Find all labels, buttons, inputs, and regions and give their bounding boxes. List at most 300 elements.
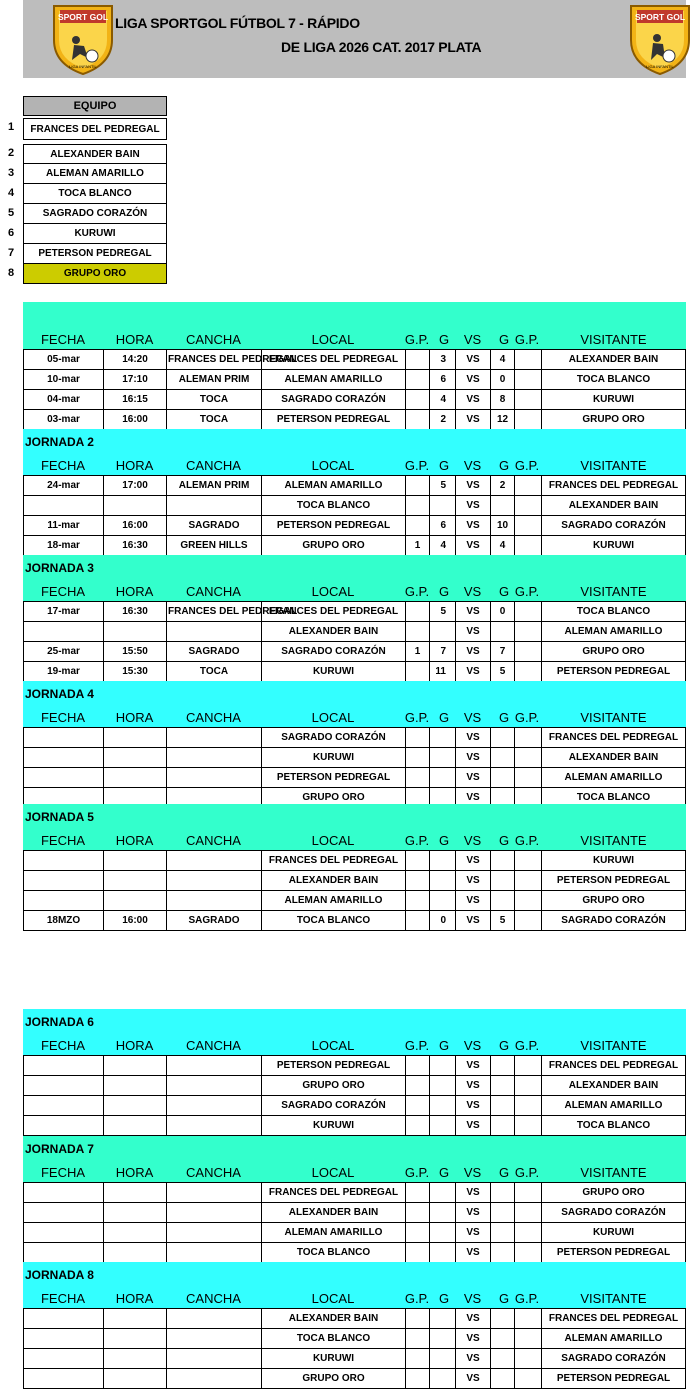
column-header-fecha: FECHA [40,1038,86,1053]
match-local: PETERSON PEDREGAL [261,516,405,535]
column-header-cancha: CANCHA [186,584,241,599]
team-row: TOCA BLANCO [23,184,167,204]
season-category: DE LIGA 2026 CAT. 2017 PLATA [281,39,482,55]
team-row: PETERSON PEDREGAL [23,244,167,264]
column-header-vs: VS [463,458,482,473]
match-vs: VS [455,642,490,661]
match-row [23,728,686,748]
match-gp2 [514,642,541,661]
match-gp2 [514,1096,541,1115]
match-cancha [166,768,261,787]
column-header-hora: HORA [115,1038,154,1053]
column-header-vs: VS [463,1038,482,1053]
match-hora: 15:50 [103,642,166,661]
match-vs: VS [455,788,490,807]
match-g2: 5 [490,662,514,681]
column-header-visitante: VISITANTE [580,584,647,599]
match-local: ALEMAN AMARILLO [261,891,405,910]
match-g2 [490,1096,514,1115]
match-visitante: GRUPO ORO [541,410,686,429]
match-cancha: SAGRADO [166,642,261,661]
column-header-fecha: FECHA [40,584,86,599]
match-row [23,1183,686,1203]
match-fecha [23,891,103,910]
match-visitante: ALEMAN AMARILLO [541,1096,686,1115]
match-vs: VS [455,1183,490,1202]
match-fecha [23,1243,103,1262]
match-g2: 0 [490,370,514,389]
match-gp1 [405,1116,429,1135]
match-visitante: ALEXANDER BAIN [541,1076,686,1095]
match-local: ALEXANDER BAIN [261,1203,405,1222]
column-header-hora: HORA [115,710,154,725]
match-hora [103,728,166,747]
jornada-header [23,1009,686,1055]
match-gp2 [514,536,541,555]
match-g2 [490,622,514,641]
match-cancha: TOCA [166,390,261,409]
match-hora [103,748,166,767]
column-header-cancha: CANCHA [186,1165,241,1180]
jornada-title: JORNADA 6 [25,1015,94,1029]
match-hora [103,1329,166,1348]
match-cancha [166,1203,261,1222]
match-gp1 [405,516,429,535]
column-header-vs: VS [463,1291,482,1306]
match-fecha: 18-mar [23,536,103,555]
match-gp1 [405,350,429,369]
match-gp2 [514,768,541,787]
match-g2: 7 [490,642,514,661]
match-g2 [490,1116,514,1135]
match-cancha [166,1329,261,1348]
match-row [23,410,686,430]
match-local: FRANCES DEL PEDREGAL [261,851,405,870]
jornada-block [23,804,686,931]
match-cancha: SAGRADO [166,911,261,930]
match-gp2 [514,1183,541,1202]
match-cancha: FRANCES DEL PEDREGAL [166,602,261,621]
match-visitante: KURUWI [541,390,686,409]
column-header-g: G [438,1038,450,1053]
match-cancha: ALEMAN PRIM [166,476,261,495]
jornada-block [23,555,686,682]
column-header-visitante: VISITANTE [580,458,647,473]
column-header-gp: G.P. [404,332,430,347]
jornada-header [23,302,686,349]
match-vs: VS [455,1243,490,1262]
column-header-cancha: CANCHA [186,1291,241,1306]
match-row [23,1223,686,1243]
match-visitante: ALEXANDER BAIN [541,496,686,515]
column-header-fecha: FECHA [40,710,86,725]
match-vs: VS [455,871,490,890]
match-vs: VS [455,891,490,910]
team-row: GRUPO ORO [23,264,167,284]
jornada-header [23,1136,686,1182]
match-visitante: PETERSON PEDREGAL [541,871,686,890]
column-header-fecha: FECHA [40,1291,86,1306]
match-g1 [429,851,455,870]
match-cancha [166,1243,261,1262]
match-local: TOCA BLANCO [261,911,405,930]
svg-text:SPORT GOL: SPORT GOL [634,12,686,22]
match-row [23,1369,686,1389]
match-row [23,370,686,390]
match-gp1 [405,748,429,767]
match-g1 [429,1243,455,1262]
column-header-local: LOCAL [311,1165,355,1180]
match-gp2 [514,1076,541,1095]
column-header-visitante: VISITANTE [580,1165,647,1180]
match-gp2 [514,1329,541,1348]
match-gp2 [514,390,541,409]
match-gp1 [405,1369,429,1388]
match-gp2 [514,1116,541,1135]
match-local: ALEXANDER BAIN [261,622,405,641]
match-visitante: TOCA BLANCO [541,788,686,807]
match-hora [103,1076,166,1095]
column-header-gp: G.P. [514,1038,540,1053]
match-fecha: 04-mar [23,390,103,409]
match-g2 [490,1243,514,1262]
match-visitante: ALEXANDER BAIN [541,748,686,767]
match-cancha [166,891,261,910]
teams-header: EQUIPO [23,96,167,116]
match-cancha [166,1116,261,1135]
column-header-gp: G.P. [514,833,540,848]
column-header-vs: VS [463,833,482,848]
match-vs: VS [455,476,490,495]
match-vs: VS [455,370,490,389]
match-g1: 4 [429,390,455,409]
match-row [23,642,686,662]
match-row [23,1076,686,1096]
match-fecha: 11-mar [23,516,103,535]
match-gp1: 1 [405,536,429,555]
match-row [23,496,686,516]
match-fecha: 03-mar [23,410,103,429]
column-header-fecha: FECHA [40,458,86,473]
jornada-header [23,804,686,850]
match-visitante: KURUWI [541,851,686,870]
match-fecha: 05-mar [23,350,103,369]
column-header-gp: G.P. [404,584,430,599]
match-hora [103,1309,166,1328]
column-header-fecha: FECHA [40,833,86,848]
teams-table [23,96,167,279]
match-vs: VS [455,1329,490,1348]
match-fecha [23,728,103,747]
match-g2 [490,1183,514,1202]
team-number: 1 [8,121,15,133]
match-local: GRUPO ORO [261,536,405,555]
match-hora [103,1349,166,1368]
column-header-cancha: CANCHA [186,458,241,473]
match-g1 [429,622,455,641]
match-fecha [23,1223,103,1242]
match-cancha: TOCA [166,662,261,681]
match-gp2 [514,1223,541,1242]
jornada-title: JORNADA 5 [25,810,94,824]
match-hora [103,851,166,870]
column-header-gp: G.P. [514,1165,540,1180]
match-hora: 16:00 [103,516,166,535]
match-vs: VS [455,1056,490,1075]
match-g2 [490,768,514,787]
match-fecha: 25-mar [23,642,103,661]
match-row [23,622,686,642]
match-vs: VS [455,1369,490,1388]
match-gp2 [514,1056,541,1075]
match-row [23,602,686,622]
match-row [23,1243,686,1263]
league-title: LIGA SPORTGOL FÚTBOL 7 - RÁPIDO [115,15,360,31]
match-cancha: TOCA [166,410,261,429]
match-fecha: 10-mar [23,370,103,389]
match-g1: 7 [429,642,455,661]
match-gp2 [514,496,541,515]
column-header-gp: G.P. [514,458,540,473]
match-g1: 6 [429,516,455,535]
jornada-header [23,555,686,601]
column-header-g: G [438,458,450,473]
column-header-visitante: VISITANTE [580,1038,647,1053]
match-local: GRUPO ORO [261,1076,405,1095]
match-visitante: GRUPO ORO [541,1183,686,1202]
match-g1: 4 [429,536,455,555]
match-row [23,516,686,536]
match-g2: 4 [490,350,514,369]
match-row [23,536,686,556]
match-hora [103,1183,166,1202]
column-header-local: LOCAL [311,332,355,347]
match-row [23,350,686,370]
match-g1 [429,1349,455,1368]
match-cancha [166,1223,261,1242]
match-g2 [490,748,514,767]
match-local: TOCA BLANCO [261,496,405,515]
match-gp1 [405,496,429,515]
match-local: ALEXANDER BAIN [261,871,405,890]
match-gp1 [405,662,429,681]
column-header-cancha: CANCHA [186,710,241,725]
match-visitante: KURUWI [541,1223,686,1242]
jornada-header [23,429,686,475]
match-gp2 [514,728,541,747]
match-visitante: GRUPO ORO [541,642,686,661]
column-header-g: G [438,1165,450,1180]
match-fecha [23,768,103,787]
match-g1: 3 [429,350,455,369]
match-hora [103,1203,166,1222]
match-cancha [166,871,261,890]
column-header-gp: G.P. [404,1165,430,1180]
column-header-g: G [498,584,510,599]
match-gp2 [514,851,541,870]
match-cancha [166,1076,261,1095]
match-cancha [166,622,261,641]
match-visitante: ALEMAN AMARILLO [541,768,686,787]
match-g2 [490,1076,514,1095]
match-hora [103,891,166,910]
match-vs: VS [455,662,490,681]
jornada-block [23,429,686,556]
match-g1 [429,1116,455,1135]
jornada-block [23,1009,686,1136]
column-header-hora: HORA [115,833,154,848]
column-header-g: G [438,710,450,725]
match-local: FRANCES DEL PEDREGAL [261,602,405,621]
match-gp1 [405,1329,429,1348]
match-gp1 [405,410,429,429]
match-visitante: ALEMAN AMARILLO [541,1329,686,1348]
jornada-title: JORNADA 8 [25,1268,94,1282]
match-hora: 17:10 [103,370,166,389]
match-row [23,1309,686,1329]
column-header-g: G [438,833,450,848]
column-header-local: LOCAL [311,584,355,599]
match-g2 [490,728,514,747]
match-g1 [429,748,455,767]
match-gp1 [405,768,429,787]
match-gp2 [514,370,541,389]
match-local: ALEMAN AMARILLO [261,476,405,495]
match-cancha: ALEMAN PRIM [166,370,261,389]
match-local: ALEXANDER BAIN [261,1309,405,1328]
team-number: 6 [8,227,15,239]
match-g2 [490,1223,514,1242]
match-g1 [429,1203,455,1222]
match-g2 [490,496,514,515]
match-gp1 [405,1203,429,1222]
match-g2 [490,871,514,890]
match-gp2 [514,350,541,369]
match-g1: 2 [429,410,455,429]
match-g2: 12 [490,410,514,429]
match-gp2 [514,748,541,767]
match-gp1 [405,476,429,495]
match-g2: 0 [490,602,514,621]
match-gp1 [405,1096,429,1115]
match-vs: VS [455,496,490,515]
team-number: 3 [8,167,15,179]
match-fecha [23,1349,103,1368]
match-row [23,1329,686,1349]
match-g2: 4 [490,536,514,555]
match-row [23,662,686,682]
match-row [23,1203,686,1223]
match-g1: 11 [429,662,455,681]
match-local: SAGRADO CORAZÓN [261,1096,405,1115]
team-number: 4 [8,187,15,199]
match-visitante: FRANCES DEL PEDREGAL [541,1056,686,1075]
match-hora: 16:30 [103,536,166,555]
match-cancha [166,1309,261,1328]
column-header-gp: G.P. [514,584,540,599]
match-g1 [429,1223,455,1242]
match-g1: 0 [429,911,455,930]
match-gp2 [514,1369,541,1388]
match-gp2 [514,410,541,429]
match-row [23,476,686,496]
match-gp2 [514,911,541,930]
match-fecha [23,1203,103,1222]
column-header-vs: VS [463,584,482,599]
match-fecha [23,1329,103,1348]
match-gp2 [514,1243,541,1262]
match-local: PETERSON PEDREGAL [261,768,405,787]
match-hora: 16:30 [103,602,166,621]
match-fecha [23,496,103,515]
column-header-visitante: VISITANTE [580,1291,647,1306]
match-gp1 [405,370,429,389]
column-header-hora: HORA [115,332,154,347]
match-vs: VS [455,1076,490,1095]
match-vs: VS [455,748,490,767]
match-gp2 [514,1349,541,1368]
match-row [23,1349,686,1369]
sportgol-logo-right [627,2,693,76]
jornada-title: JORNADA 2 [25,435,94,449]
match-gp2 [514,1309,541,1328]
match-vs: VS [455,1096,490,1115]
jornada-title: JORNADA 4 [25,687,94,701]
match-g2 [490,1349,514,1368]
column-header-g: G [498,458,510,473]
match-gp1 [405,1183,429,1202]
match-vs: VS [455,728,490,747]
column-header-g: G [498,1291,510,1306]
column-header-local: LOCAL [311,833,355,848]
match-g1: 5 [429,476,455,495]
match-local: GRUPO ORO [261,1369,405,1388]
match-visitante: TOCA BLANCO [541,602,686,621]
match-gp1 [405,851,429,870]
column-header-fecha: FECHA [40,1165,86,1180]
match-cancha [166,1183,261,1202]
match-vs: VS [455,911,490,930]
column-header-g: G [498,710,510,725]
match-gp1: 1 [405,642,429,661]
match-local: KURUWI [261,662,405,681]
column-header-hora: HORA [115,458,154,473]
match-hora: 14:20 [103,350,166,369]
match-vs: VS [455,1309,490,1328]
match-visitante: SAGRADO CORAZÓN [541,516,686,535]
jornada-header [23,681,686,727]
column-header-gp: G.P. [404,458,430,473]
match-gp1 [405,1223,429,1242]
match-visitante: SAGRADO CORAZÓN [541,911,686,930]
match-visitante: GRUPO ORO [541,891,686,910]
team-number: 2 [8,147,15,159]
match-g1 [429,496,455,515]
match-fecha [23,1116,103,1135]
match-local: TOCA BLANCO [261,1329,405,1348]
match-fecha [23,1096,103,1115]
match-g1 [429,891,455,910]
column-header-visitante: VISITANTE [580,332,647,347]
match-g1 [429,1096,455,1115]
match-fecha [23,1056,103,1075]
column-header-gp: G.P. [514,710,540,725]
match-local: ALEMAN AMARILLO [261,370,405,389]
match-hora: 16:00 [103,911,166,930]
column-header-gp: G.P. [404,710,430,725]
column-header-cancha: CANCHA [186,1038,241,1053]
match-g2 [490,891,514,910]
